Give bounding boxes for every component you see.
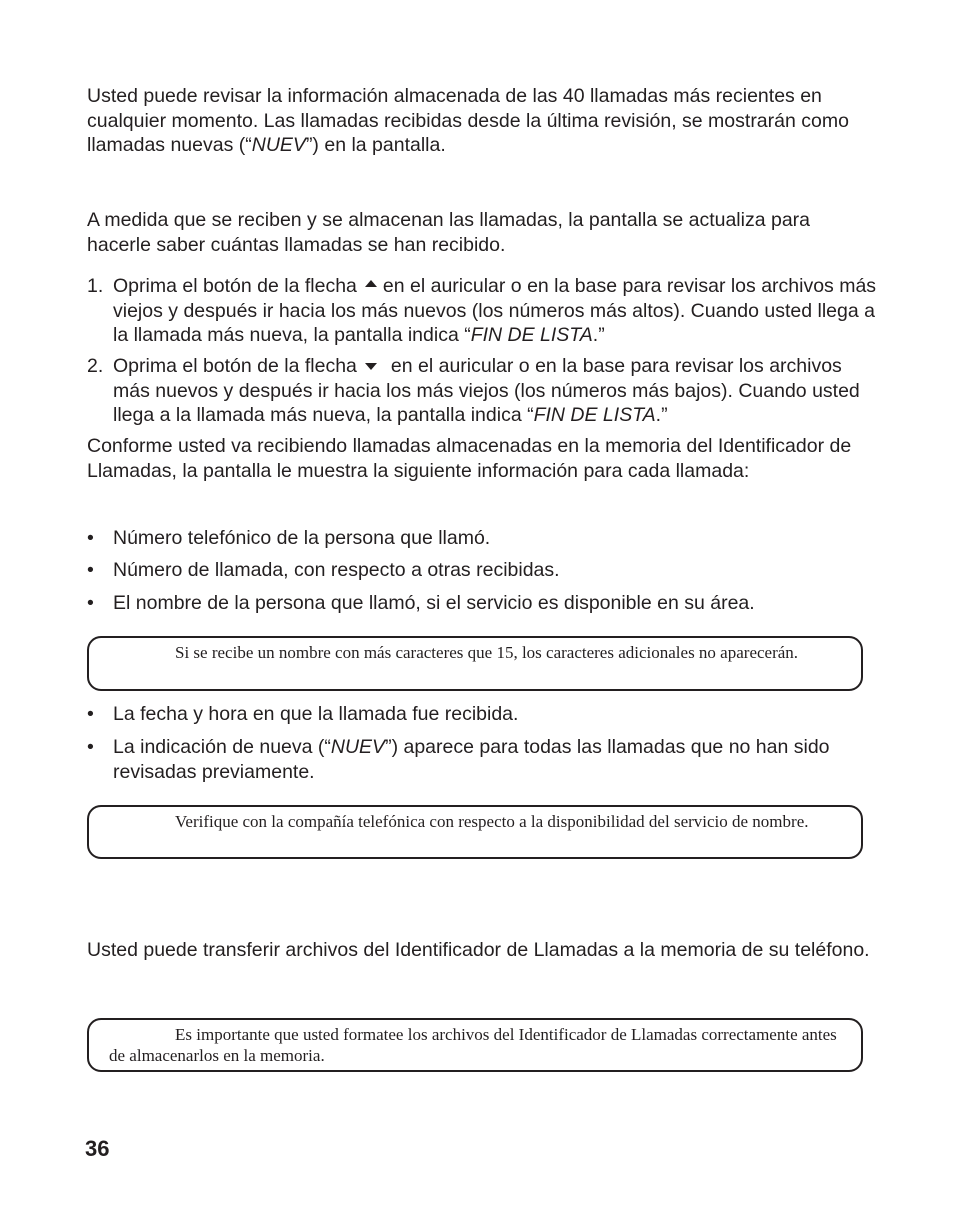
bullet: •: [87, 736, 94, 758]
list-item-text: La indicación de nueva (“: [113, 736, 331, 758]
intro-text-end: ”) en la pantalla.: [305, 134, 446, 156]
step-text: Oprima el botón de la flecha: [113, 355, 357, 377]
note-box: [87, 805, 863, 859]
transfer-paragraph: Usted puede transferir archivos del Identificador de Llamadas a la memoria de su teléfono.: [87, 939, 870, 961]
list-item: [87, 558, 877, 583]
list-item-text: La fecha y hora en que la llamada fue recibida.: [113, 703, 519, 725]
step-text: Oprima el botón de la flecha: [113, 275, 357, 297]
step-number: 2.: [87, 355, 104, 377]
list-item: [87, 591, 877, 616]
step-1: [87, 274, 877, 348]
list-item-text: Número telefónico de la persona que llamó.: [113, 527, 491, 549]
display-info-paragraph: Conforme usted va recibiendo llamadas almacenadas en la memoria del Identificador de Llamadas, la pantalla le muestra la siguiente información para cada llamada:: [87, 435, 852, 482]
list-item-text-end: ”) aparece para todas las llamadas que no han sido revisadas previamente.: [113, 736, 830, 783]
list-item-text: Número de llamada, con respecto a otras recibidas.: [113, 559, 560, 581]
nuev-label: NUEV: [330, 736, 386, 758]
note-box: [87, 1018, 863, 1072]
bullet: •: [87, 703, 94, 725]
note-text: Si se recibe un nombre con más caracteres que 15, los caracteres adicionales no aparecerán.: [175, 643, 799, 662]
note-box: [87, 636, 863, 691]
list-item: [87, 702, 877, 727]
step-text-cont: en el auricular o en la base para revisar los archivos más viejos y después ir hacia los más nuevos (los números más altos). Cuando usted llega a la llamada más nueva, la pantalla indica “: [113, 275, 877, 346]
bullet: •: [87, 559, 94, 581]
step-text-end: .”: [655, 404, 668, 426]
step-text-end: .”: [592, 324, 605, 346]
list-item-text: El nombre de la persona que llamó, si el servicio es disponible en su área.: [113, 592, 755, 614]
list-item: [87, 526, 877, 551]
list-item: [87, 735, 877, 784]
intro-text: Usted puede revisar la información almacenada de las 40 llamadas más recientes en cualquier momento. Las llamadas recibidas desde la última revisión, se mostrarán como llamadas nuevas (“: [87, 85, 849, 156]
step-text-cont: en el auricular o en la base para revisar los archivos más nuevos y después ir hacia los más viejos (los números más bajos). Cuando usted llega a la llamada más nueva, la pantalla indica “: [113, 355, 860, 426]
bullet: •: [87, 592, 94, 614]
update-paragraph: A medida que se reciben y se almacenan las llamadas, la pantalla se actualiza para hacerle saber cuántas llamadas se han recibido.: [87, 209, 811, 256]
nuev-label: NUEV: [251, 134, 306, 156]
up-arrow-icon: [365, 280, 377, 287]
fin-de-lista-label: FIN DE LISTA: [470, 324, 593, 346]
page-number: 36: [85, 1136, 110, 1161]
bullet: •: [87, 527, 94, 549]
note-text: Verifique con la compañía telefónica con respecto a la disponibilidad del servicio de nombre.: [175, 812, 809, 831]
fin-de-lista-label: FIN DE LISTA: [533, 404, 656, 426]
note-text: Es importante que usted formatee los archivos del Identificador de Llamadas correctamente antes de almacenarlos en la memoria.: [109, 1025, 837, 1065]
step-2: [87, 354, 877, 428]
step-number: 1.: [87, 275, 104, 297]
down-arrow-icon: [365, 363, 377, 370]
intro-paragraph: [87, 84, 877, 158]
